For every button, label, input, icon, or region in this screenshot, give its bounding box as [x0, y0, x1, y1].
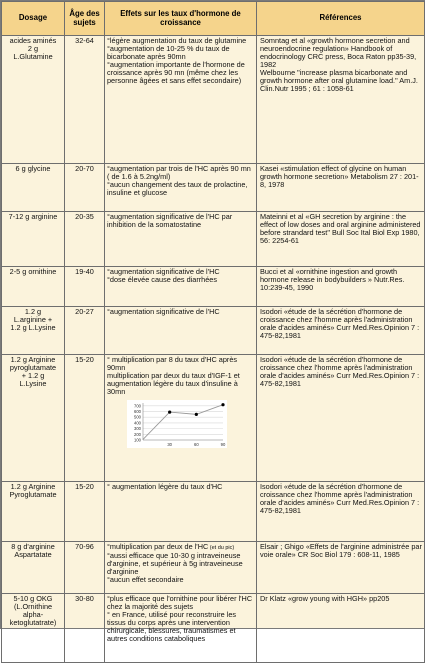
- effect-cell: [105, 267, 257, 307]
- reference-line: Kasei «stimulation effect of glycine on human growth hormone secretion» Metabolism 27 : 201-8, 1978: [260, 164, 419, 190]
- reference-line: Mateinni et al «GH secretion by arginine : the effect of low doses and oral arginine administered before strandard test" Bull Soc Ital Biol Exp 1980, 56: 2254-61: [260, 212, 421, 246]
- effect-line: ° en France, utilisé pour reconstruire les tissus du corps après une intervention chirurgicale, blessures, traumatismes et autres conditions cataboliques: [107, 610, 237, 644]
- y-tick-label: 400: [134, 420, 141, 426]
- y-tick-label: 500: [134, 414, 141, 420]
- dose-line: 1.2 g: [24, 307, 42, 316]
- reference-cell: [257, 212, 425, 267]
- x-tick-label: 60: [193, 442, 199, 448]
- effect-line: °plus efficace que l'ornithine pour libérer l'HC chez la majorité des sujets: [107, 594, 253, 612]
- y-tick-label: 100: [134, 437, 141, 443]
- data-point: [195, 413, 198, 416]
- table-row: [2, 212, 425, 267]
- dose-line: 6 g glycine: [15, 164, 51, 173]
- reference-cell: [257, 542, 425, 594]
- age-cell: 32-64: [65, 36, 105, 164]
- y-tick-label: 200: [134, 432, 141, 438]
- effect-cell: [105, 542, 257, 594]
- dose-line: Pyroglutamate: [9, 490, 57, 500]
- effect-cell: [105, 212, 257, 267]
- effect-line: °dose élevée cause des diarrhées: [107, 275, 218, 285]
- effect-line: °légère augmentation du taux de glutamine: [107, 36, 247, 45]
- age-cell: 20-70: [65, 164, 105, 212]
- age-cell: 19-40: [65, 267, 105, 307]
- dose-line: 8 g d'arginine: [11, 542, 55, 551]
- dose-cell: [2, 212, 65, 267]
- dose-cell: [2, 355, 65, 482]
- effect-line: °augmentation par trois de l'HC après 90 mn ( de 1.6 à 5.2ng/ml): [107, 164, 251, 182]
- reference-line: Isodori «étude de la sécrétion d'hormone de croissance chez l'homme après l'administration orale d'acides aminés» Curr Med.Res.Opinion 7 : 475-82,1981: [260, 355, 420, 389]
- dose-line: 2 g: [27, 44, 39, 54]
- effect-line: °augmentation de 10-25 % du taux de bicarbonate après 90mn: [107, 44, 230, 62]
- effect-line: °aussi efficace que 10-30 g intraveineuse d'arginine, et supérieur à 5g intraveineuse d'arginine: [107, 551, 243, 577]
- dose-line: 2-5 g ornithine: [9, 267, 57, 276]
- table-row: [2, 482, 425, 542]
- table-row: [2, 307, 425, 355]
- age-cell: 70-96: [65, 542, 105, 594]
- dose-cell: [2, 307, 65, 355]
- header-row: [2, 2, 425, 36]
- reference-line: Somntag et al «growth hormone secretion and neuroendocrine regulation» Handbook of endocrinology CRC press, Boca Raton pp35-39, 1982: [260, 36, 417, 70]
- effect-line: °augmentation significative de l'HC: [107, 307, 220, 316]
- dose-cell: [2, 267, 65, 307]
- dose-cell: [2, 164, 65, 212]
- age-cell: 20-27: [65, 307, 105, 355]
- effect-cell: [105, 355, 257, 482]
- dose-line: acides aminés: [9, 36, 57, 45]
- reference-line: Isodori «étude de la sécrétion d'hormone de croissance chez l'homme après l'administration orale d'acides aminés» Curr Med.Res.Opinion 7 : 475-82,1981: [260, 307, 420, 341]
- effect-line: °augmentation importante de l'hormone de croissance après 90 mn (même chez les personne âgées et sans effet secondaire): [107, 60, 245, 86]
- age-cell: 20-35: [65, 212, 105, 267]
- dose-line: ketoglutatrate): [9, 618, 57, 628]
- table-row: [2, 267, 425, 307]
- x-tick-label: 90: [220, 442, 226, 448]
- effect-line: multiplication par deux du taux d'IGF-1 et augmentation légère du taux d'insuline à 30mn: [107, 371, 240, 397]
- dose-cell: [2, 542, 65, 594]
- reference-cell: [257, 482, 425, 542]
- dose-line: 5-10 g OKG: [13, 594, 53, 603]
- dose-cell: [2, 36, 65, 164]
- effect-text: °multiplication par deux de l'HC: [107, 542, 209, 551]
- reference-line: Bucci et al «ornithine ingestion and growth hormone release in bodybuilders » Nutr.Res. 10:239-45, 1990: [260, 267, 405, 293]
- dose-line: L.arginine +: [13, 315, 53, 325]
- reference-cell: [257, 355, 425, 482]
- dose-line: pyroglutamate: [9, 363, 57, 373]
- gh-line-chart: [127, 400, 227, 448]
- dose-line: 1.2 g Arginine: [10, 355, 56, 364]
- dose-line: 1.2 g Arginine: [10, 482, 56, 491]
- table-row: [2, 164, 425, 212]
- data-point: [221, 403, 224, 406]
- reference-cell: [257, 307, 425, 355]
- table-row: [2, 542, 425, 594]
- dose-cell: [2, 482, 65, 542]
- reference-cell: [257, 164, 425, 212]
- effect-line: °augmentation significative de l'HC: [107, 267, 220, 276]
- y-tick-label: 300: [134, 426, 141, 432]
- effect-note: (et du pic): [208, 545, 235, 551]
- data-point: [168, 411, 171, 414]
- reference-line: Elsair ; Ghigo «Effets de l'arginine administrée par voie orale» CR Soc Biol 179 : 608-11, 1985: [260, 542, 422, 560]
- effect-line: °aucun changement des taux de prolactine, insuline et glucose: [107, 180, 248, 198]
- dose-line: + 1.2 g: [21, 371, 45, 381]
- reference-line: Welbourne "increase plasma bicarbonate and growth hormone after oral glutamine load." Am.J. Clin.Nutr 1995 ; 61 : 1058-61: [260, 68, 418, 94]
- effect-cell: [105, 307, 257, 355]
- effect-cell: [105, 594, 257, 663]
- effect-cell: [105, 36, 257, 164]
- effect-line: ° augmentation légère du taux d'HC: [107, 482, 223, 491]
- effect-line: °augmentation significative de l'HC par inhibition de la somatostatine: [107, 212, 233, 230]
- dose-line: L.Glutamine: [13, 52, 53, 62]
- dose-cell: [2, 594, 65, 663]
- age-cell: 30-80: [65, 594, 105, 663]
- dose-line: L.Lysine: [19, 379, 47, 389]
- age-cell: 15-20: [65, 482, 105, 542]
- amino-acid-table: [1, 1, 425, 663]
- effect-line: °aucun effet secondaire: [107, 575, 184, 585]
- reference-cell: [257, 267, 425, 307]
- reference-cell: [257, 594, 425, 663]
- effect-cell: [105, 164, 257, 212]
- x-tick-label: 30: [167, 442, 173, 448]
- table-row: [2, 594, 425, 663]
- dose-line: 1.2 g L.Lysine: [10, 323, 56, 333]
- header-references: Références: [257, 2, 425, 36]
- table-row: [2, 355, 425, 482]
- dose-line: 7-12 g arginine: [8, 212, 58, 221]
- y-tick-label: 600: [134, 409, 141, 415]
- reference-line: Dr Klatz «grow young with HGH» pp205: [260, 594, 390, 603]
- dose-line: (L.Ornithine: [13, 602, 53, 612]
- age-cell: 15-20: [65, 355, 105, 482]
- chart-svg: [127, 400, 227, 448]
- effect-cell: [105, 482, 257, 542]
- reference-cell: [257, 36, 425, 164]
- dose-line: alpha-: [22, 610, 44, 620]
- dose-line: Aspartatate: [14, 550, 52, 560]
- reference-line: Isodori «étude de la sécrétion d'hormone de croissance chez l'homme après l'administration orale d'acides aminés» Curr Med.Res.Opinion 7 : 475-82,1981: [260, 482, 420, 516]
- effect-line: ° multiplication par 8 du taux d'HC après 90mn: [107, 355, 238, 373]
- header-age: Âge des sujets: [65, 2, 105, 36]
- y-tick-label: 700: [134, 403, 141, 409]
- header-effects: Effets sur les taux d'hormone de croissance: [105, 2, 257, 36]
- table-row: [2, 36, 425, 164]
- header-dosage: Dosage: [2, 2, 65, 36]
